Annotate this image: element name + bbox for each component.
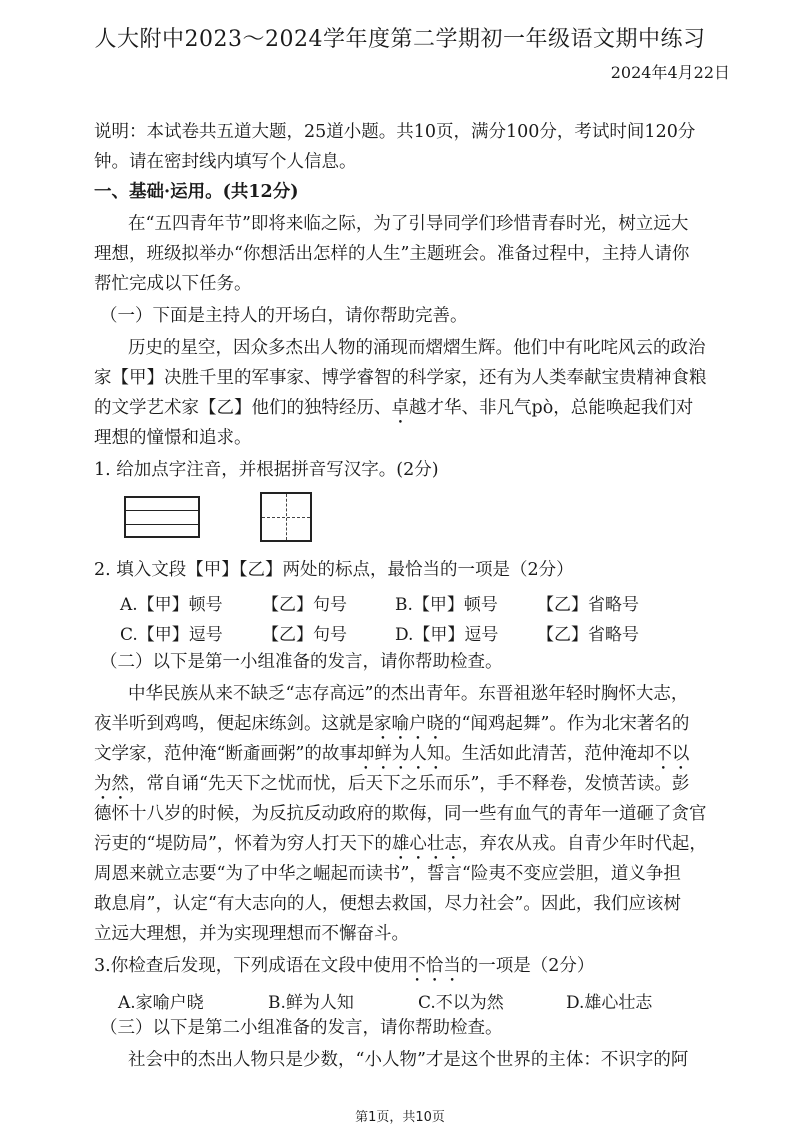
part-2-text-line-9: 立远大理想，并为实现理想而不懈奋斗。 — [94, 924, 409, 944]
exam-title: 人大附中2023～2024学年度第二学期初一年级语文期中练习 — [94, 27, 706, 52]
part-2-text-line-5: 德怀十八岁的时候，为反抗反动政府的欺侮，同一些有血气的青年一道砸了贪官 — [94, 804, 707, 824]
emphasized-idiom: 不以 — [654, 744, 690, 764]
character-answer-box[interactable] — [260, 492, 312, 542]
emphasized-idiom: 雄心壮志 — [391, 834, 462, 854]
q2-option-a-jia: A.【甲】顿号 — [120, 595, 223, 615]
page-footer: 第1页，共10页 — [355, 1110, 445, 1125]
instructions-line-1: 说明：本试卷共五道大题，25道小题。共10页，满分100分，考试时间120分 — [94, 122, 696, 142]
q3-option-c: C.不以为然 — [418, 993, 504, 1013]
q2-option-c-yi: 【乙】句号 — [262, 625, 347, 645]
part-1-text-line-1: 历史的星空，因众多杰出人物的涌现而熠熠生辉。他们中有叱咤风云的政治 — [128, 338, 706, 358]
part-2-heading: （二）以下是第一小组准备的发言，请你帮助检查。 — [100, 652, 503, 672]
part-1-text-line-4: 理想的憧憬和追求。 — [94, 428, 252, 448]
section-1-para-line-3: 帮忙完成以下任务。 — [94, 274, 252, 294]
part-3-text-line-1: 社会中的杰出人物只是少数，“小人物”才是这个世界的主体：不识字的阿 — [128, 1050, 689, 1070]
question-2: 2. 填入文段【甲】【乙】两处的标点，最恰当的一项是（2分） — [94, 560, 574, 580]
q3-option-d: D.雄心壮志 — [566, 993, 653, 1013]
emphasized-idiom: 却鲜为人知 — [356, 744, 445, 764]
instructions-line-2: 钟。请在密封线内填写个人信息。 — [94, 152, 357, 172]
part-2-text-line-8: 敢息肩”，认定“有大志向的人，便想去救国，尽力社会”。因此，我们应该树 — [94, 894, 681, 914]
part-3-heading: （三）以下是第二小组准备的发言，请你帮助检查。 — [100, 1018, 503, 1038]
part-2-text-line-7: 周恩来就立志要“为了中华之崛起而读书”，誓言“险夷不变应尝胆，道义争担 — [94, 864, 681, 884]
part-1-heading: （一）下面是主持人的开场白，请你帮助完善。 — [100, 306, 468, 326]
emphasized-word: 不恰当 — [408, 956, 461, 976]
part-2-text-line-4: 为然，常自诵“先天下之忧而忧，后天下之乐而乐”，手不释卷，发愤苦读。彭 — [94, 774, 690, 794]
q2-option-d-jia: D.【甲】逗号 — [395, 625, 499, 645]
part-1-text-line-2: 家【甲】决胜千里的军事家、博学睿智的科学家，还有为人类奉献宝贵精神食粮 — [94, 368, 707, 388]
part-2-text-line-3: 文学家，范仲淹“断齑画粥”的故事却鲜为人知。生活如此清苦，范仲淹却不以 — [94, 744, 690, 764]
q3-option-a: A.家喻户晓 — [118, 993, 204, 1013]
q2-option-a-yi: 【乙】句号 — [262, 595, 347, 615]
q2-option-b-yi: 【乙】省略号 — [537, 595, 639, 615]
emphasized-idiom: 家喻户晓 — [374, 714, 444, 734]
q2-option-b-jia: B.【甲】顿号 — [395, 595, 498, 615]
part-2-text-line-1: 中华民族从来不缺乏“志存高远”的杰出青年。东晋祖逖年轻时胸怀大志， — [128, 684, 689, 704]
pinyin-answer-box[interactable] — [124, 496, 200, 538]
q3-option-b: B.鲜为人知 — [268, 993, 354, 1013]
part-2-text-line-6: 污吏的“堤防局”，怀着为穷人打天下的雄心壮志，弃农从戎。自青少年时代起， — [94, 834, 707, 854]
section-1-para-line-2: 理想，班级拟举办“你想活出怎样的人生”主题班会。准备过程中，主持人请你 — [94, 244, 690, 264]
q2-option-d-yi: 【乙】省略号 — [537, 625, 639, 645]
part-2-text-line-2: 夜半听到鸡鸣，便起床练剑。这就是家喻户晓的“闻鸡起舞”。作为北宋著名的 — [94, 714, 690, 734]
exam-date: 2024年4月22日 — [610, 63, 730, 82]
section-1-heading: 一、基础·运用。(共12分) — [94, 182, 299, 202]
q2-option-c-jia: C.【甲】逗号 — [120, 625, 223, 645]
emphasized-char: 卓 — [391, 398, 409, 418]
emphasized-idiom: 为然 — [94, 774, 129, 794]
question-3: 3.你检查后发现，下列成语在文段中使用不恰当的一项是（2分） — [94, 956, 595, 976]
section-1-para-line-1: 在“五四青年节”即将来临之际，为了引导同学们珍惜青春时光，树立远大 — [128, 214, 689, 234]
part-1-text-line-3: 的文学艺术家【乙】他们的独特经历、卓越才华、非凡气pò，总能唤起我们对 — [94, 398, 694, 418]
question-1: 1. 给加点字注音，并根据拼音写汉字。(2分) — [94, 460, 439, 480]
